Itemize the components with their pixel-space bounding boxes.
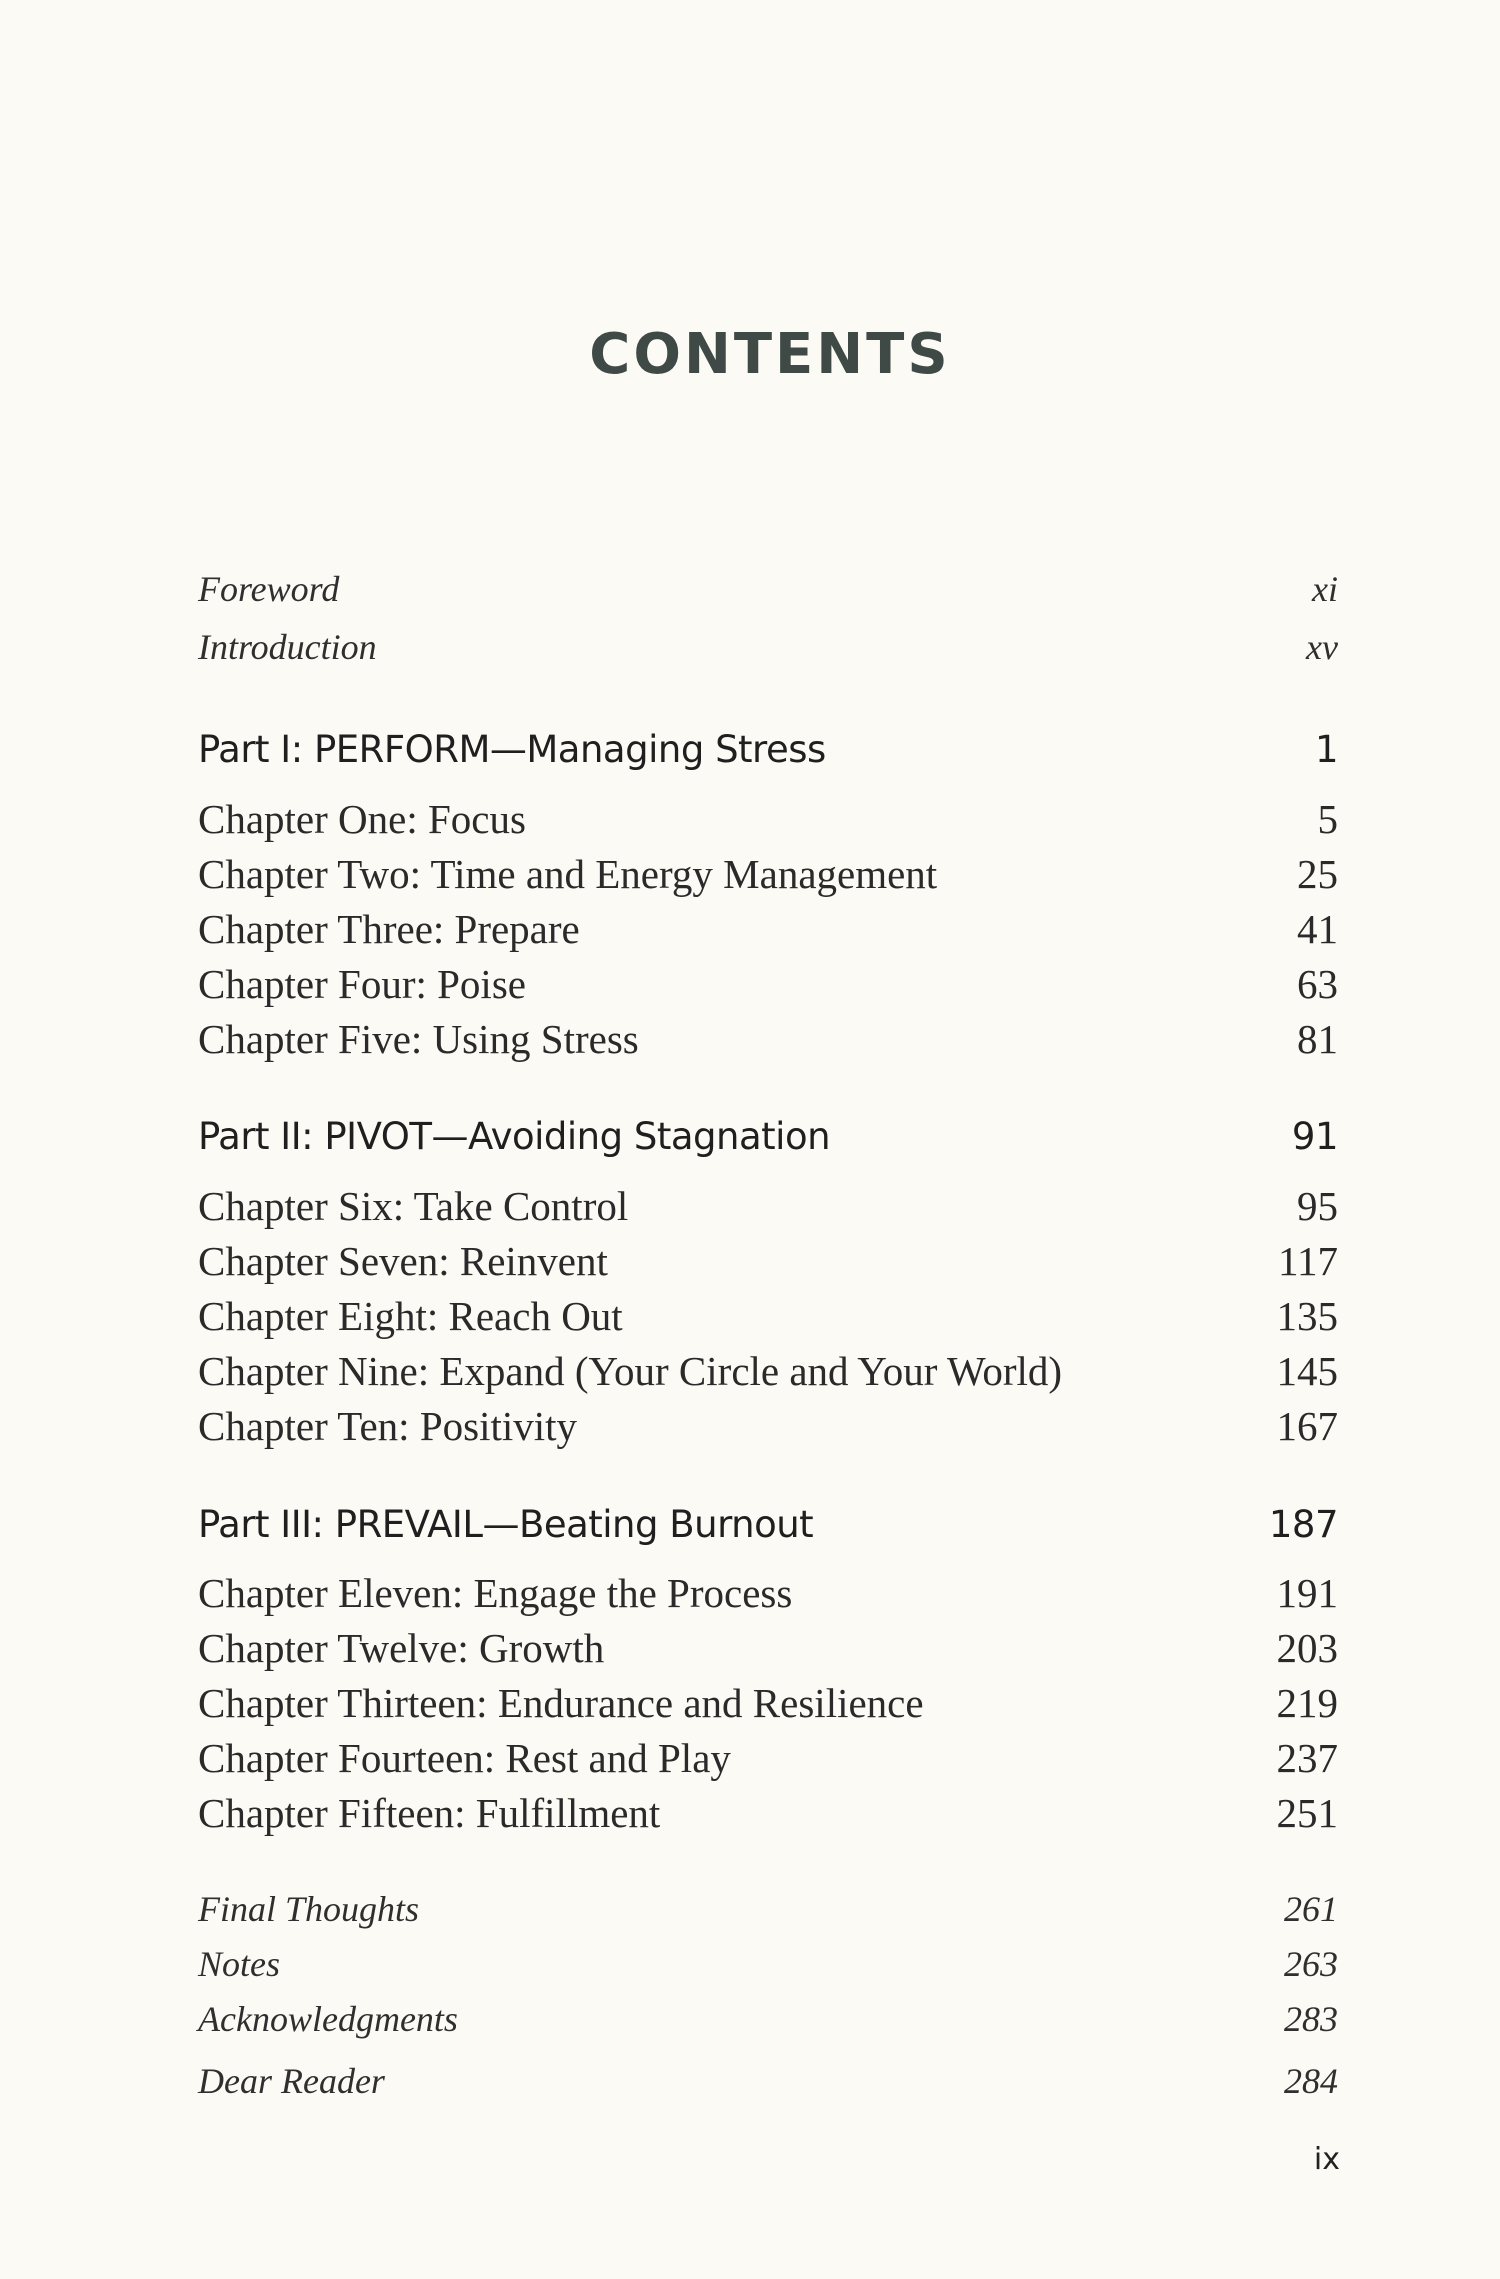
toc-part-2 [198,1115,1338,1171]
toc-chapter [198,1734,1338,1790]
toc-chapter-page: 63 [1297,961,1338,1007]
toc-entry-page: 261 [1284,1889,1338,1929]
toc-chapter [198,1292,1338,1348]
toc-entry-foreword [198,568,1338,624]
toc-chapter-label: Chapter Two: Time and Energy Management [198,851,938,897]
toc-chapter [198,1624,1338,1680]
toc-chapter [198,1569,1338,1625]
toc-part-label: Part I: PERFORM—Managing Stress [198,728,826,771]
toc-entry-page: xv [1306,627,1338,667]
toc-chapter-label: Chapter Five: Using Stress [198,1016,639,1062]
toc-entry-label: Final Thoughts [198,1889,420,1929]
toc-chapter [198,795,1338,851]
toc-chapter-label: Chapter Four: Poise [198,961,526,1007]
toc-chapter-label: Chapter Fourteen: Rest and Play [198,1735,731,1781]
toc-chapter-label: Chapter Eleven: Engage the Process [198,1570,793,1616]
toc-chapter-page: 237 [1276,1735,1338,1781]
toc-entry-introduction [198,626,1338,682]
toc-chapter-label: Chapter Thirteen: Endurance and Resilience [198,1680,924,1726]
toc-part-label: Part II: PIVOT—Avoiding Stagnation [198,1115,831,1158]
toc-chapter-label: Chapter Seven: Reinvent [198,1238,608,1284]
toc-chapter [198,850,1338,906]
toc-chapter-label: Chapter Eight: Reach Out [198,1293,623,1339]
page-title: CONTENTS [589,322,951,387]
toc-chapter [198,1015,1338,1071]
toc-entry-page: xi [1312,569,1338,609]
toc-chapter [198,1679,1338,1735]
toc-chapter [198,1237,1338,1293]
toc-chapter-page: 203 [1276,1625,1338,1671]
toc-chapter-page: 25 [1297,851,1338,897]
toc-chapter [198,1182,1338,1238]
toc-chapter-page: 145 [1276,1348,1338,1394]
toc-chapter-label: Chapter Three: Prepare [198,906,580,952]
toc-chapter-page: 167 [1276,1403,1338,1449]
toc-chapter [198,1347,1338,1403]
toc-chapter-label: Chapter Six: Take Control [198,1183,629,1229]
toc-entry-notes [198,1943,1338,1999]
toc-entry-acknowledgments [198,1998,1338,2054]
toc-chapter-page: 219 [1276,1680,1338,1726]
toc-chapter-page: 117 [1278,1238,1338,1284]
toc-chapter-label: Chapter One: Focus [198,796,526,842]
toc-chapter-page: 95 [1297,1183,1338,1229]
toc-entry-label: Introduction [198,627,377,667]
toc-chapter-page: 251 [1276,1790,1338,1836]
toc-entry-page: 284 [1284,2061,1338,2101]
toc-chapter-page: 191 [1276,1570,1338,1616]
toc-chapter-page: 135 [1276,1293,1338,1339]
toc-chapter-label: Chapter Fifteen: Fulfillment [198,1790,661,1836]
toc-chapter-page: 81 [1297,1016,1338,1062]
toc-chapter [198,960,1338,1016]
toc-entry-page: 263 [1284,1944,1338,1984]
toc-part-page: 1 [1314,728,1338,771]
toc-entry-dear-reader [198,2060,1338,2116]
toc-entry-page: 283 [1284,1999,1338,2039]
toc-chapter-label: Chapter Nine: Expand (Your Circle and Your World) [198,1348,1063,1394]
toc-entry-label: Notes [198,1944,281,1984]
toc-entry-label: Acknowledgments [198,1999,458,2039]
toc-chapter-page: 5 [1317,796,1338,842]
toc-chapter [198,905,1338,961]
toc-chapter-label: Chapter Twelve: Growth [198,1625,605,1671]
toc-entry-label: Dear Reader [198,2061,385,2101]
toc-part-label: Part III: PREVAIL—Beating Burnout [198,1503,814,1546]
toc-part-3 [198,1503,1338,1559]
toc-part-page: 91 [1291,1115,1338,1158]
toc-chapter-label: Chapter Ten: Positivity [198,1403,578,1449]
toc-entry-final-thoughts [198,1888,1338,1944]
toc-chapter [198,1402,1338,1458]
toc-entry-label: Foreword [198,569,340,609]
toc-part-page: 187 [1268,1503,1338,1546]
toc-part-1 [198,728,1338,784]
page-number: ix [1313,2142,1340,2177]
toc-chapter-page: 41 [1297,906,1338,952]
toc-chapter [198,1789,1338,1845]
